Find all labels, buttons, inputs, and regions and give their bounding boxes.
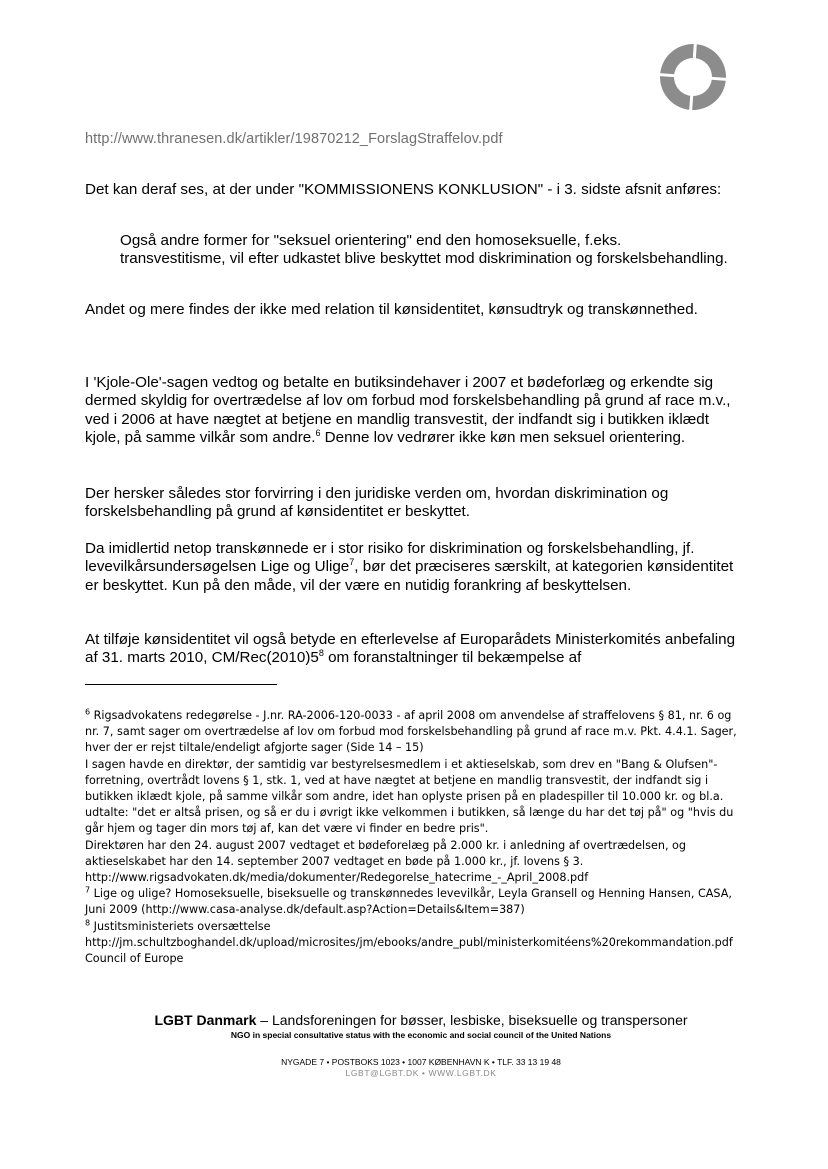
footnote-separator: [85, 684, 277, 685]
paragraph-transgender-risk: [85, 540, 745, 595]
footnote-ref-7[interactable]: 7: [349, 557, 355, 568]
footnote-8: [85, 919, 745, 935]
footnote-number: 6: [85, 707, 91, 717]
footnote-6: [85, 708, 745, 757]
footnote-text: Justitsministeriets oversættelse: [90, 919, 271, 933]
paragraph-text: At tilføje kønsidentitet vil også betyde en efterlevelse af Europarådets Ministerkomités anbefaling af 31. marts 2010, CM/Rec(2010)5: [85, 631, 736, 667]
lgbt-danmark-logo-icon: [656, 40, 730, 114]
footnote-6-detail: I sagen havde en direktør, der samtidig var bestyrelsesmedlem i et aktieselskab, som drev en "Bang & Olufsen"- forretning, overtrådt lovens § 1, stk. 1, ved at have nægtet at betjene en mandlig transvestit, der indfandt sig i butikken iklædt kjole, på samme vilkår som andre, idet han oplyste prisen på en pladespiller til 10.000 kr. og bl.a. udtalte: "det er altså prisen, og så er du i øvrigt ikke velkommen i butikken, så længe du har det tøj på" og "hvis du går hjem og tager din mors tøj af, kan det være vi finder en bedre pris".: [85, 757, 734, 836]
address-line: NYGADE 7 • POSTBOKS 1023 • 1007 KØBENHAVN K • TLF. 33 13 19 48: [281, 1057, 561, 1067]
paragraph-text: I 'Kjole-Ole'-sagen vedtog og betalte en butiksindehaver i 2007 et bødeforlæg og erkendte sig dermed skyldig for overtrædelse af lov om forbud mod forskelsbehandling på grund af race m.v., ved i 2006 at have nægtet at betjene en mandlig transvestit, der indfandt sig i butikken iklædt kjole, på samme vilkår som andre.: [85, 374, 731, 447]
paragraph-gender-identity: Andet og mere findes der ikke med relation til kønsidentitet, kønsudtryk og transkønnethed.: [85, 301, 698, 318]
source-url[interactable]: http://www.thranesen.dk/artikler/19870212_ForslagStraffelov.pdf: [85, 131, 503, 147]
paragraph-kjole-ole-case: [85, 374, 745, 448]
footnote-number: 8: [85, 917, 91, 927]
footnote-ref-8[interactable]: 8: [318, 648, 324, 659]
paragraph-confusion: Der hersker således stor forvirring i den juridiske verden om, hvordan diskrimination og forskelsbehandling på grund af kønsidentitet er beskyttet.: [85, 485, 669, 521]
footnote-text: Rigsadvokatens redegørelse - J.nr. RA-2006-120-0033 - af april 2008 om anvendelse af straffelovens § 81, nr. 6 og nr. 7, samt sager om overtrædelse af lov om forbud mod forskelsbehandling på grund af race m.v. Pkt. 4.4.1. Sager, hver der er rejst tiltale/endeligt afgjorte sager (Side 14 – 15): [85, 709, 737, 755]
ngo-status: NGO in special consultative status with the economic and social council of the United Nations: [230, 1030, 612, 1040]
paragraph-text: om foranstaltninger til bekæmpelse af: [323, 649, 582, 667]
footnote-text: Lige og ulige? Homoseksuelle, biseksuelle og transkønnedes levevilkår, Leyla Gransell og Henning Hansen, CASA, Juni 2009 (http://www.casa-analyse.dk/default.asp?Action=Details&Item=387): [85, 887, 732, 917]
footnote-ref-6[interactable]: 6: [315, 428, 321, 439]
paragraph-text: Denne lov vedrører ikke køn men seksuel orientering.: [320, 429, 686, 447]
footnote-8-source: Council of Europe: [85, 952, 184, 966]
organization-line: [85, 1012, 757, 1028]
organization-name: LGBT Danmark: [154, 1012, 257, 1028]
footnote-6-penalty: Direktøren har den 24. august 2007 vedtaget et bødeforelæg på 2.000 kr. i anledning af overtrædelsen, og aktieselskabet har den 14. september 2007 vedtaget en bøde på 1.000 kr., jf. lovens § 3.: [85, 838, 687, 868]
paragraph-text: , bør det præciseres særskilt, at kategorien kønsidentitet er beskyttet. Kun på den måde, vil der være en nutidig forankring af beskyttelsen.: [85, 558, 734, 594]
paragraph-text: Da imidlertid netop transkønnede er i stor risiko for diskrimination og forskelsbehandling, jf. levevilkårsundersøgelsen Lige og Ulige: [85, 540, 695, 576]
footnote-7: [85, 886, 745, 918]
paragraph-intro: Det kan deraf ses, at der under "KOMMISSIONENS KONKLUSION" - i 3. sidste afsnit anføres:: [85, 181, 722, 198]
footnote-8-link[interactable]: http://jm.schultzboghandel.dk/upload/microsites/jm/ebooks/andre_publ/ministerkomitéens%20rekommandation.pdf: [85, 935, 733, 949]
contact-web-line[interactable]: LGBT@LGBT.DK • WWW.LGBT.DK: [345, 1068, 497, 1078]
footnotes: [85, 708, 745, 967]
paragraph-council-of-europe: [85, 631, 745, 668]
organization-description: – Landsforeningen for bøsser, lesbiske, biseksuelle og transpersoner: [256, 1012, 688, 1028]
quoted-passage: Også andre former for "seksuel orientering" end den homoseksuelle, f.eks. transvestitisme, vil efter udkastet blive beskyttet mod diskrimination og forskelsbehandling.: [120, 232, 728, 268]
footnote-6-link[interactable]: http://www.rigsadvokaten.dk/media/dokumenter/Redegorelse_hatecrime_-_April_2008.pdf: [85, 871, 589, 885]
footnote-number: 7: [85, 885, 91, 895]
